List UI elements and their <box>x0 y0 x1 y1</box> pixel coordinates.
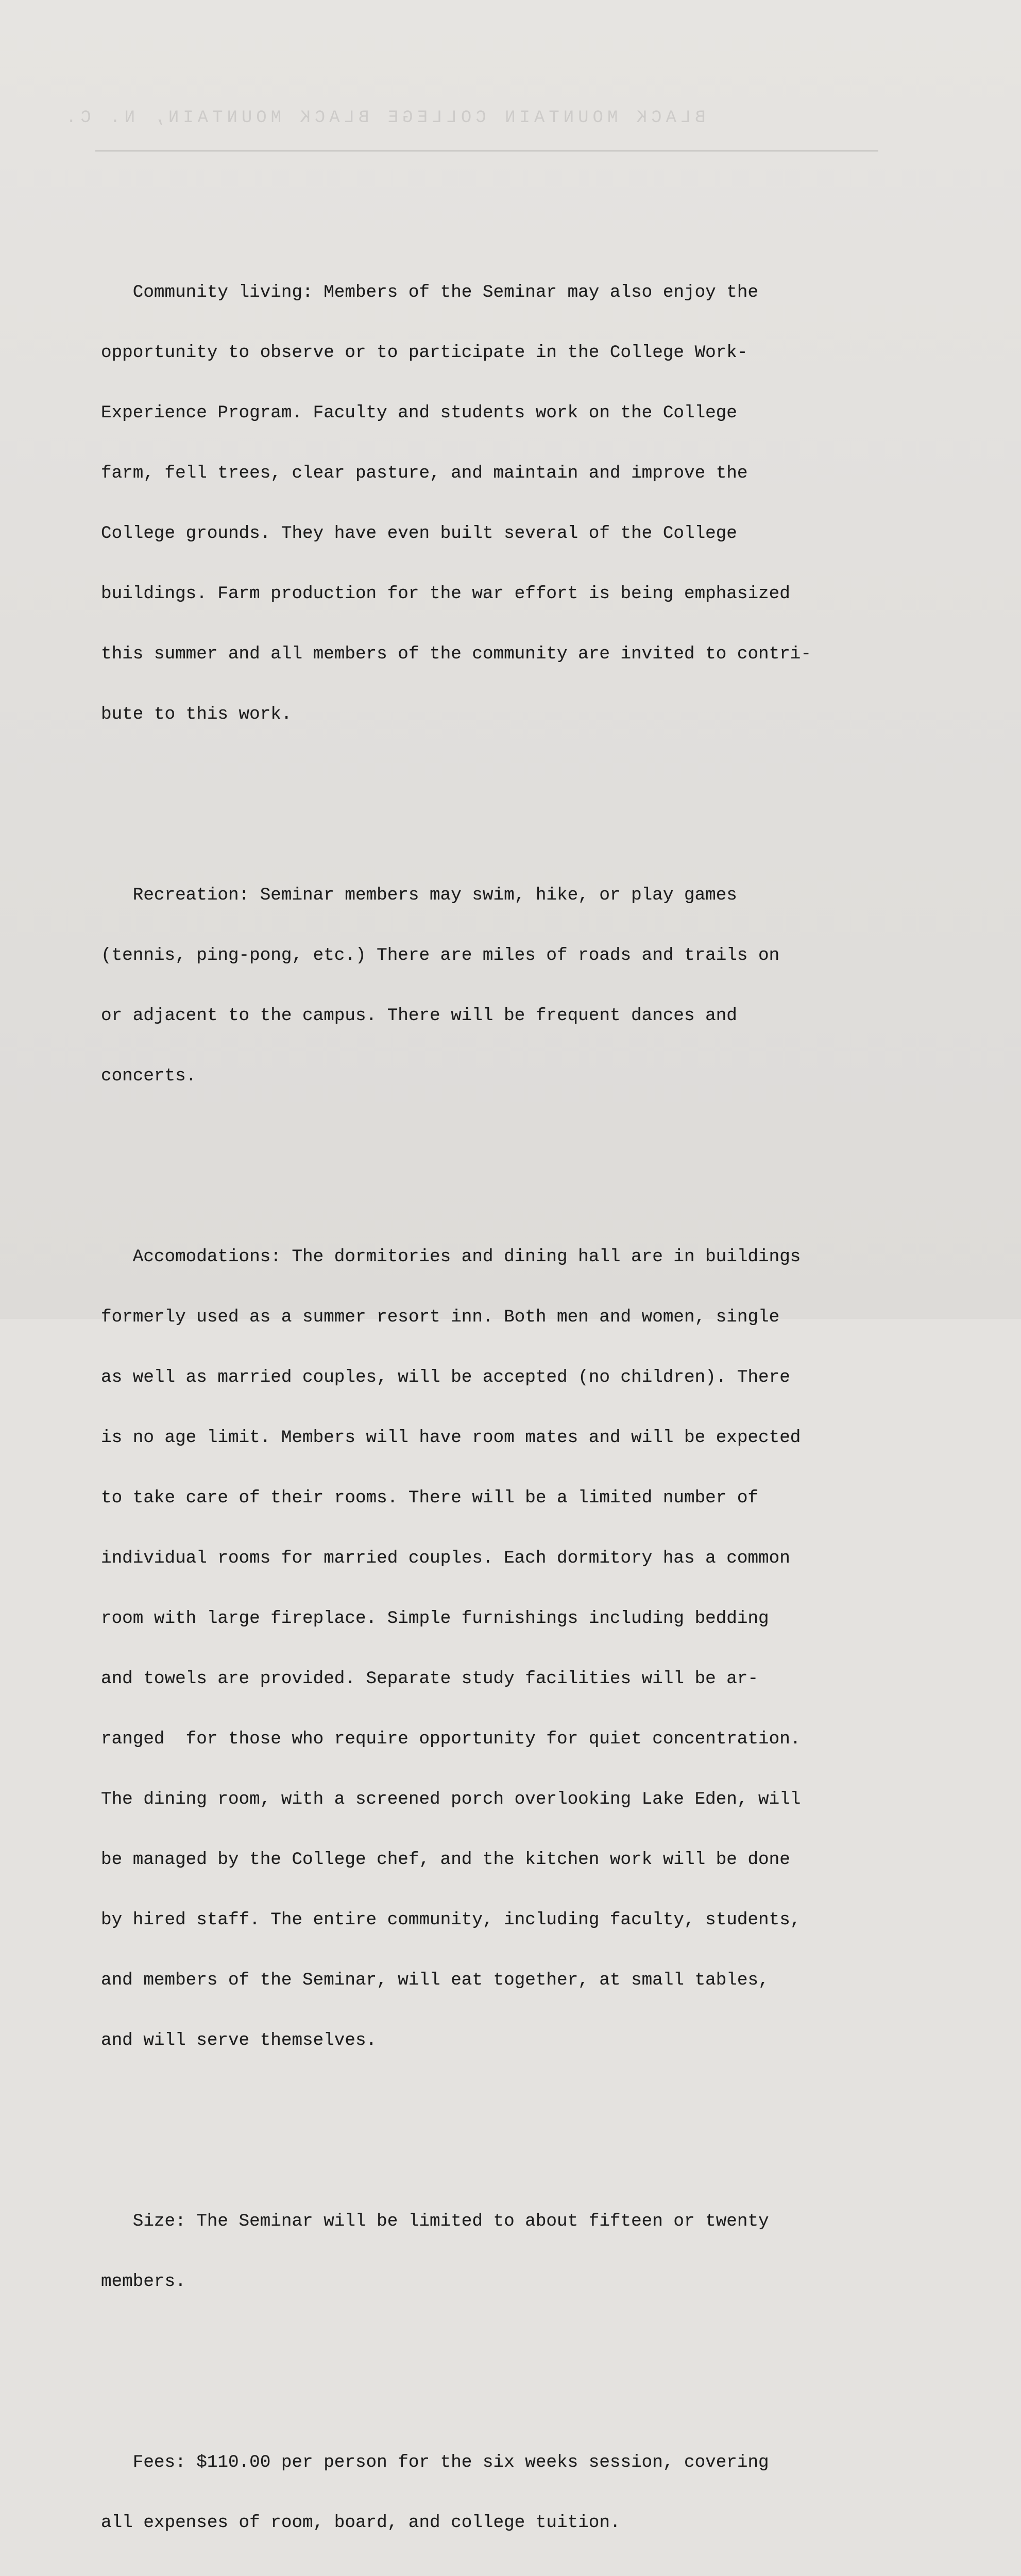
text-line: is no age limit. Members will have room mates and will be expected <box>101 1428 801 1448</box>
text-line: formerly used as a summer resort inn. Both men and women, single <box>101 1307 780 1327</box>
text-line: Recreation: Seminar members may swim, hike, or play games <box>101 885 737 905</box>
text-line: opportunity to observe or to participate in the College Work- <box>101 343 748 363</box>
text-line: this summer and all members of the community are invited to contri- <box>101 644 811 664</box>
text-line: Fees: $110.00 per person for the six weeks session, covering <box>101 2452 769 2472</box>
text-line: Experience Program. Faculty and students work on the College <box>101 403 737 423</box>
text-line: and members of the Seminar, will eat together, at small tables, <box>101 1970 769 1990</box>
text-line: and towels are provided. Separate study facilities will be ar- <box>101 1669 759 1689</box>
text-line: concerts. <box>101 1066 197 1086</box>
text-line: room with large fireplace. Simple furnishings including bedding <box>101 1608 769 1629</box>
typed-body <box>101 202 925 2576</box>
text-line: to take care of their rooms. There will be a limited number of <box>101 1488 759 1508</box>
paragraph-community-living <box>101 242 925 765</box>
text-line: ranged for those who require opportunity for quiet concentration. <box>101 1729 801 1749</box>
text-line: bute to this work. <box>101 704 292 724</box>
text-line: farm, fell trees, clear pasture, and maintain and improve the <box>101 463 748 483</box>
text-line: and will serve themselves. <box>101 2030 377 2050</box>
paragraph-accomodations <box>101 1207 925 2091</box>
text-line: or adjacent to the campus. There will be frequent dances and <box>101 1006 737 1026</box>
text-line: buildings. Farm production for the war effort is being emphasized <box>101 584 790 604</box>
text-line: members. <box>101 2272 186 2292</box>
text-line: College grounds. They have even built several of the College <box>101 523 737 544</box>
text-line: (tennis, ping-pong, etc.) There are miles of roads and trails on <box>101 945 780 965</box>
text-line: all expenses of room, board, and college tuition. <box>101 2513 621 2533</box>
text-line: Accomodations: The dormitories and dining hall are in buildings <box>101 1247 801 1267</box>
paragraph-fees <box>101 2412 925 2573</box>
mirrored-letterhead-bleedthrough: BLACK MOUNTAIN COLLEGE BLACK MOUNTAIN, N. C. <box>62 108 706 128</box>
letterhead-rule <box>95 150 878 151</box>
text-line: be managed by the College chef, and the kitchen work will be done <box>101 1850 790 1870</box>
text-line: Community living: Members of the Seminar may also enjoy the <box>101 282 759 302</box>
text-line: Size: The Seminar will be limited to about fifteen or twenty <box>101 2211 769 2231</box>
text-line: by hired staff. The entire community, including faculty, students, <box>101 1910 801 1930</box>
paragraph-recreation <box>101 845 925 1126</box>
text-line: The dining room, with a screened porch overlooking Lake Eden, will <box>101 1789 801 1809</box>
text-line: individual rooms for married couples. Each dormitory has a common <box>101 1548 790 1568</box>
paragraph-size <box>101 2171 925 2332</box>
text-line: as well as married couples, will be accepted (no children). There <box>101 1367 790 1387</box>
